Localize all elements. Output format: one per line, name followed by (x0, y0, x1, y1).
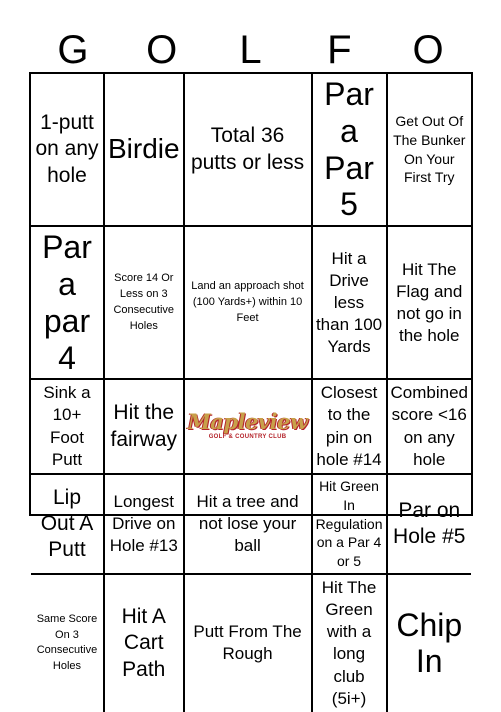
cell-text: Closest to the pin on hole #14 (316, 383, 382, 469)
header-letter-o2: O (412, 28, 445, 72)
cell-text: Hit the fairway (110, 401, 178, 451)
bingo-cell[interactable] (31, 475, 105, 575)
bingo-cell[interactable] (105, 380, 185, 474)
bingo-cell[interactable] (388, 380, 472, 474)
cell-text: 1-putt on any hole (35, 111, 99, 187)
bingo-cell[interactable] (388, 575, 472, 712)
header-letter-l: L (239, 28, 263, 72)
bingo-cell[interactable] (105, 575, 185, 712)
cell-text: Get Out Of The Bunker On Your First Try (393, 112, 466, 186)
cell-text: Hit Green In Regulation on a Par 4 or 5 (315, 477, 383, 570)
cell-text: Hit The Green with a long club (5i+) (321, 578, 377, 708)
cell-text: Total 36 putts or less (190, 124, 305, 174)
logo-subtitle: GOLF & COUNTRY CLUB (208, 434, 287, 441)
cell-text: Hit A Cart Path (121, 605, 166, 681)
cell-text: Par on Hole #5 (393, 498, 466, 548)
bingo-cell[interactable] (185, 475, 313, 575)
cell-text: Score 14 Or Less on 3 Consecutive Holes (113, 271, 175, 332)
cell-text: Land an approach shot (100 Yards+) within 10 Feet (191, 279, 304, 324)
cell-text: Birdie (107, 133, 180, 165)
cell-text: Hit a tree and not lose your ball (196, 491, 299, 556)
cell-text: Chip In (396, 606, 463, 680)
bingo-cell[interactable] (313, 575, 388, 712)
bingo-cell[interactable] (388, 475, 472, 575)
bingo-cell[interactable] (313, 227, 388, 380)
bingo-grid (29, 72, 473, 708)
header-letter-f: F (327, 28, 353, 72)
bingo-cell[interactable] (105, 475, 185, 575)
bingo-cell[interactable] (105, 227, 185, 380)
bingo-cell[interactable] (185, 74, 313, 227)
bingo-cell[interactable] (31, 575, 105, 712)
bingo-cell[interactable] (31, 227, 105, 380)
cell-text: Longest Drive on Hole #13 (109, 491, 178, 556)
bingo-cell[interactable] (185, 575, 313, 712)
cell-text: Same Score On 3 Consecutive Holes (36, 612, 98, 673)
cell-text: Putt From The Rough (193, 622, 302, 664)
header-letter-g: G (57, 28, 90, 72)
bingo-cell[interactable] (388, 227, 472, 380)
cell-text: Hit The Flag and not go in the hole (396, 259, 463, 345)
cell-text: Combined score <16 on any hole (390, 383, 468, 469)
bingo-cell[interactable] (105, 74, 185, 227)
cell-text: Par a par 4 (42, 229, 92, 376)
logo-wordmark: Mapleview (187, 409, 308, 435)
cell-text: Sink a 10+ Foot Putt (43, 383, 91, 469)
bingo-cell[interactable] (31, 380, 105, 474)
bingo-header (29, 28, 473, 72)
free-space-logo (185, 380, 313, 474)
cell-text: Lip Out A Putt (40, 485, 94, 562)
cell-text: Hit a Drive less than 100 Yards (315, 248, 383, 356)
bingo-cell[interactable] (185, 227, 313, 380)
header-letter-o: O (146, 28, 179, 72)
bingo-cell[interactable] (31, 74, 105, 227)
bingo-cell[interactable] (388, 74, 472, 227)
bingo-cell[interactable] (313, 475, 388, 575)
cell-text: Par a Par 5 (324, 76, 374, 223)
bingo-cell[interactable] (313, 380, 388, 474)
bingo-cell[interactable] (313, 74, 388, 227)
